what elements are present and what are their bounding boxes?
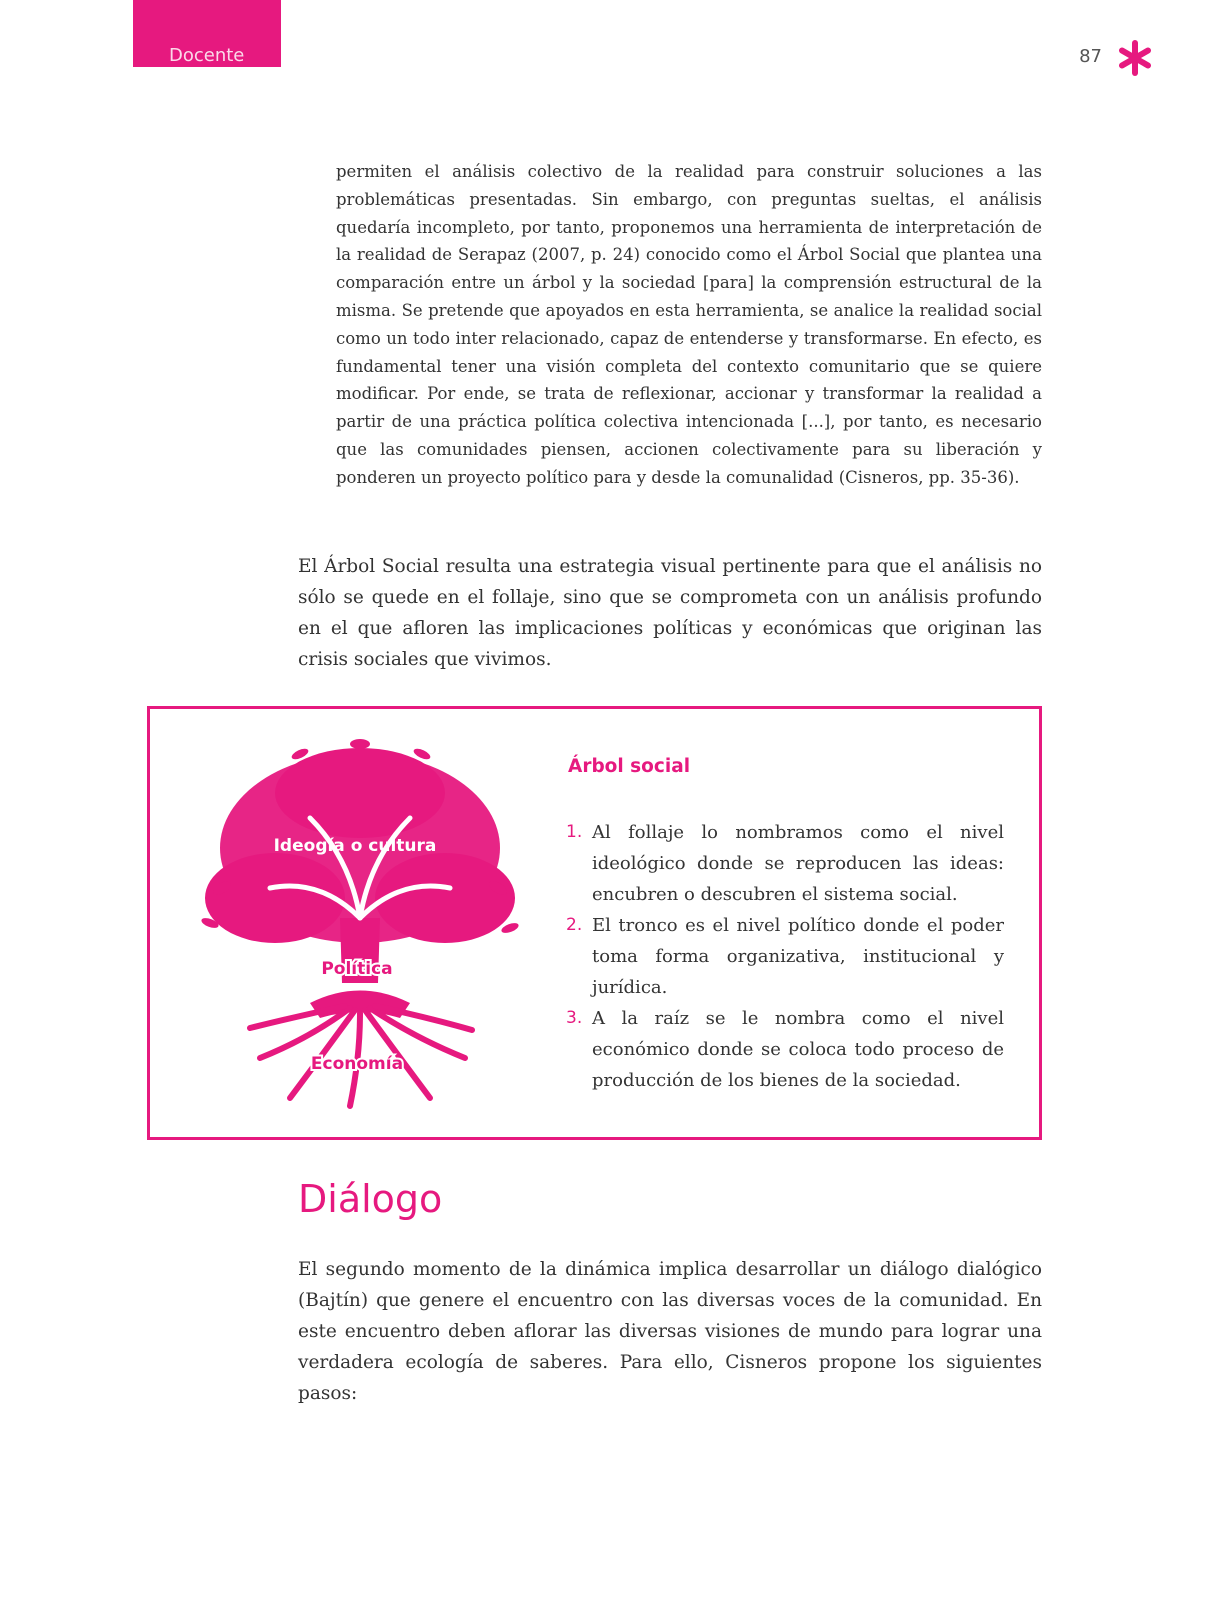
tree-label-trunk: Política	[321, 959, 393, 979]
box-title: Árbol social	[568, 756, 691, 777]
section-tab	[133, 0, 281, 67]
list-item	[566, 1003, 1004, 1096]
block-quote: permiten el análisis colectivo de la realidad para construir soluciones a las problemáticas presentadas. Sin embargo, con preguntas sueltas, el análisis quedaría incompleto, por tanto, proponemos una herramienta de interpretación de la realidad de Serapaz (2007, p. 24) conocido como el Árbol Social que plantea una comparación entre un árbol y la sociedad [para] la comprensión estructural de la misma. Se pretende que apoyados en esta herramienta, se analice la realidad social como un todo inter relacionado, capaz de entenderse y transformarse. En efecto, es fundamental tener una visión completa del contexto comunitario que se quiere modificar. Por ende, se trata de reflexionar, accionar y transformar la realidad a partir de una práctica política colectiva intencionada [...], por tanto, es necesario que las comunidades piensen, accionen colectivamente para su liberación y ponderen un proyecto político para y desde la comunalidad (Cisneros, pp. 35-36).	[336, 162, 1042, 487]
list-number: 1.	[566, 822, 583, 842]
list-item	[566, 817, 1004, 910]
body-paragraph: El Árbol Social resulta una estrategia visual pertinente para que el análisis no sólo se quede en el follaje, sino que se comprometa con un análisis profundo en el que afloren las implicaciones políticas y económicas que originan las crisis sociales que vivimos.	[298, 556, 1042, 670]
tree-label-roots: Economía	[310, 1054, 404, 1074]
tree-label-foliage: Ideogía o cultura	[273, 836, 437, 856]
section-tab-label: Docente	[169, 45, 245, 66]
list-item-text: Al follaje lo nombramos como el nivel ideológico donde se reproducen las ideas: encubren o descubren el sistema social.	[592, 822, 1004, 905]
asterisk-icon	[1117, 40, 1153, 76]
tree-levels-list	[566, 817, 1004, 1096]
list-item-text: El tronco es el nivel político donde el poder toma forma organizativa, institucional y jurídica.	[592, 915, 1004, 998]
page-number: 87	[1079, 46, 1102, 67]
list-item-text: A la raíz se le nombra como el nivel económico donde se coloca todo proceso de producción de los bienes de la sociedad.	[592, 1008, 1004, 1091]
list-item	[566, 910, 1004, 1003]
list-number: 2.	[566, 915, 583, 935]
list-number: 3.	[566, 1008, 583, 1028]
body-paragraph: El segundo momento de la dinámica implica desarrollar un diálogo dialógico (Bajtín) que genere el encuentro con las diversas voces de la comunidad. En este encuentro deben aflorar las diversas visiones de mundo para lograr una verdadera ecología de saberes. Para ello, Cisneros propone los siguientes pasos:	[298, 1259, 1042, 1404]
section-heading: Diálogo	[298, 1177, 443, 1221]
social-tree-illustration	[200, 738, 520, 1113]
